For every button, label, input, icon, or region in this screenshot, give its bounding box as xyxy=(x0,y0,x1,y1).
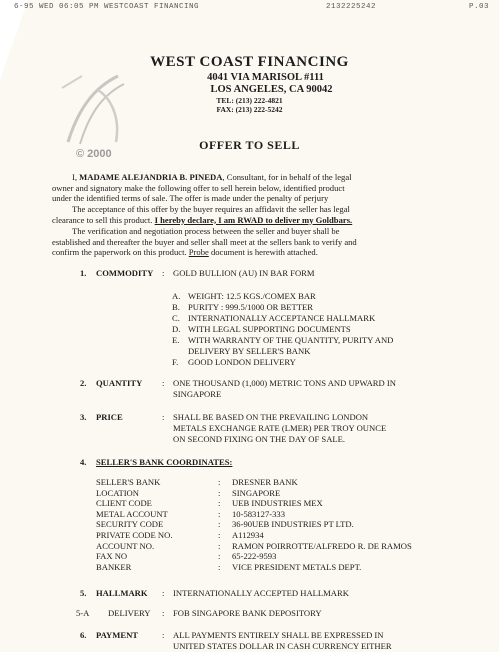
section-label-payment: PAYMENT xyxy=(96,630,139,640)
section-number-payment: 6. xyxy=(80,630,87,640)
section-number-bank: 4. xyxy=(80,457,87,467)
bank-row-label: LOCATION xyxy=(96,487,139,498)
bank-row-label: PRIVATE CODE NO. xyxy=(96,530,173,540)
bank-row-label: CLIENT CODE xyxy=(96,498,152,509)
section-separator: : xyxy=(162,588,165,598)
commodity-item xyxy=(172,324,351,335)
bank-row xyxy=(96,530,416,541)
commodity-item xyxy=(172,291,316,302)
bank-row xyxy=(96,519,416,530)
payment-value-line1: ALL PAYMENTS ENTIRELY SHALL BE EXPRESSED IN xyxy=(173,630,384,640)
commodity-item-text: INTERNATIONALLY ACCEPTANCE HALLMARK xyxy=(188,313,376,323)
bank-row xyxy=(96,498,416,509)
section-label-hallmark: HALLMARK xyxy=(96,588,148,598)
bank-row xyxy=(96,477,416,488)
intro-p2-line1: The acceptance of this offer by the buyer requires an affidavit the seller has legal xyxy=(72,204,350,214)
commodity-item-text: WITH LEGAL SUPPORTING DOCUMENTS xyxy=(188,324,351,334)
section-separator: : xyxy=(162,608,165,618)
quantity-value-line1: ONE THOUSAND (1,000) METRIC TONS AND UPWARD IN xyxy=(173,378,396,388)
commodity-value: GOLD BULLION (AU) IN BAR FORM xyxy=(173,268,315,278)
section-label-bank: SELLER'S BANK COORDINATES: xyxy=(96,457,233,467)
bank-row-label: ACCOUNT NO. xyxy=(96,540,155,551)
delivery-value: FOB SINGAPORE BANK DEPOSITORY xyxy=(173,608,322,618)
bank-row-value: SINGAPORE xyxy=(232,487,281,498)
bank-row-value: DRESNER BANK xyxy=(232,477,298,487)
section-number-hallmark: 5. xyxy=(80,588,87,598)
bank-row-colon: : xyxy=(218,508,221,519)
commodity-item-letter: B. xyxy=(172,302,180,312)
bank-row-label: FAX NO xyxy=(96,551,128,562)
commodity-item xyxy=(172,302,313,313)
commodity-item-letter: E. xyxy=(172,335,180,345)
section-label-quantity: QUANTITY xyxy=(96,378,143,388)
bank-row xyxy=(96,551,416,562)
commodity-item xyxy=(172,346,310,357)
section-number-commodity: 1. xyxy=(80,268,87,278)
fax-header-phone: 2132225242 xyxy=(326,3,377,11)
section-number-quantity: 2. xyxy=(80,378,87,388)
company-address-line1: 4041 VIA MARISOL #111 xyxy=(207,72,324,83)
section-separator: : xyxy=(162,412,165,422)
commodity-item xyxy=(172,357,296,368)
price-value-line2: METALS EXCHANGE RATE (LMER) PER TROY OUNCE xyxy=(173,423,387,433)
company-name: WEST COAST FINANCING xyxy=(150,54,349,70)
commodity-item-letter: C. xyxy=(172,313,180,323)
commodity-item-text: DELIVERY BY SELLER'S BANK xyxy=(188,346,311,356)
bank-row-colon: : xyxy=(218,530,221,540)
bank-row xyxy=(96,488,416,499)
bank-row-label: BANKER xyxy=(96,561,132,572)
bank-row-label: SELLER'S BANK xyxy=(96,477,161,487)
intro-p3-line1: The verification and negotiation process between the seller and buyer shall be xyxy=(72,226,340,236)
commodity-item-text: WITH WARRANTY OF THE QUANTITY, PURITY AND xyxy=(188,335,394,345)
bank-row-label: METAL ACCOUNT xyxy=(96,508,168,519)
consultant-name: MADAME ALEJANDRIA B. PINEDA xyxy=(79,172,223,182)
section-separator: : xyxy=(162,378,165,388)
quantity-value-line2: SINGAPORE xyxy=(173,389,222,399)
commodity-item-letter: A. xyxy=(172,291,181,301)
intro-lead: I, xyxy=(72,172,80,182)
seller-declaration: I hereby declare, I am RWAD to deliver my Goldbars. xyxy=(154,214,353,225)
intro-paragraph-3 xyxy=(52,226,432,258)
commodity-item-letter: D. xyxy=(172,324,181,334)
intro-paragraph-1 xyxy=(52,172,432,204)
fax-header-left: 6-95 WED 06:05 PM WESTCOAST FINANCING xyxy=(14,3,200,11)
bank-row xyxy=(96,562,416,573)
bank-row-colon: : xyxy=(218,477,221,487)
commodity-item-text: PURITY : 999.5/1000 OR BETTER xyxy=(188,302,314,312)
fax-header-page: P.03 xyxy=(468,3,489,11)
commodity-item xyxy=(172,313,375,324)
section-label-price: PRICE xyxy=(96,412,123,422)
company-fax: FAX: (213) 222-5242 xyxy=(216,105,283,114)
bank-row-colon: : xyxy=(218,487,221,498)
bank-row-value: RAMON POIRROTTE/ALFREDO R. DE RAMOS xyxy=(232,540,412,551)
bank-row xyxy=(96,541,416,552)
bank-row-colon: : xyxy=(218,498,221,509)
bank-row-value: 10-583127-333 xyxy=(232,508,285,519)
section-label-commodity: COMMODITY xyxy=(96,268,154,278)
watermark-copyright: © 2000 xyxy=(76,148,112,160)
intro-p3-line3: confirm the paperwork on this product. xyxy=(52,247,189,257)
probe-link-text: Probe xyxy=(188,247,209,257)
intro-p1-line3: under the identified terms of sale. The offer is made under the penalty of perjury xyxy=(52,193,329,203)
section-label-delivery: DELIVERY xyxy=(108,608,151,618)
bank-row-colon: : xyxy=(218,540,221,551)
bank-row-value: A112934 xyxy=(232,530,264,540)
intro-p2-line2: clearance to sell this product. xyxy=(52,214,155,225)
bank-row-value: VICE PRESIDENT METALS DEPT. xyxy=(232,561,362,572)
bank-row-value: 36-90UEB INDUSTRIES PT LTD. xyxy=(232,519,354,530)
section-separator: : xyxy=(162,268,165,278)
bank-row-colon: : xyxy=(218,551,221,562)
document-title: OFFER TO SELL xyxy=(199,138,300,152)
bank-row-colon: : xyxy=(218,519,221,530)
section-number-delivery: 5-A xyxy=(76,608,90,618)
company-telephone: TEL: (213) 222-4821 xyxy=(216,96,283,105)
commodity-item-text: GOOD LONDON DELIVERY xyxy=(188,357,296,367)
payment-value-line2: UNITED STATES DOLLAR IN CASH CURRENCY EITHER xyxy=(173,641,392,651)
commodity-item-text: WEIGHT: 12.5 KGS./COMEX BAR xyxy=(188,291,316,301)
intro-p3-line2: established and thereafter the buyer and seller shall meet at the sellers bank to verify and xyxy=(52,236,357,247)
price-value-line1: SHALL BE BASED ON THE PREVAILING LONDON xyxy=(173,412,369,422)
bank-row-label: SECURITY CODE xyxy=(96,519,164,530)
commodity-item xyxy=(172,335,393,346)
bank-row-colon: : xyxy=(218,561,221,572)
section-separator: : xyxy=(162,630,165,640)
fax-header xyxy=(14,3,489,15)
bank-row-value: 65-222-9593 xyxy=(232,551,277,562)
intro-p1-line2: owner and signatory make the following offer to sell herein below, identified product xyxy=(52,182,345,193)
intro-paragraph-2 xyxy=(52,204,432,225)
company-address-line2: LOS ANGELES, CA 90042 xyxy=(210,84,333,95)
bank-row-value: UEB INDUSTRIES MEX xyxy=(232,498,323,509)
intro-p1-line1: , Consultant, for in behalf of the legal xyxy=(222,172,352,182)
section-number-price: 3. xyxy=(80,412,87,422)
price-value-line3: ON SECOND FIXING ON THE DAY OF SALE. xyxy=(173,434,346,444)
hallmark-value: INTERNATIONALLY ACCEPTED HALLMARK xyxy=(173,588,349,598)
bank-row xyxy=(96,509,416,520)
intro-p3-line3-end: document is herewith attached. xyxy=(208,247,318,257)
commodity-item-letter: F. xyxy=(172,357,179,367)
